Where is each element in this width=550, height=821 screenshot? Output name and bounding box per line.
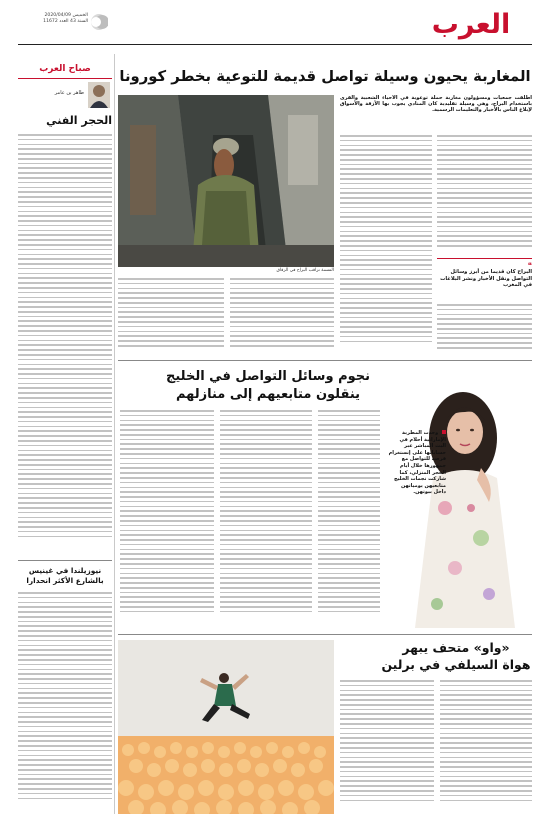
- author-avatar: [88, 82, 110, 108]
- column-section-title: صباح العرب: [39, 64, 91, 74]
- second-headline-line1: نجوم وسائل التواصل في الخليج: [165, 369, 371, 384]
- section-divider-1: [118, 360, 532, 361]
- main-body-col-3: [230, 278, 334, 356]
- second-body-col-1: [318, 410, 380, 624]
- column-title: الحجر الفني: [46, 114, 112, 127]
- brief-body: [18, 592, 112, 812]
- masthead: [0, 0, 550, 48]
- second-body-col-3: [120, 410, 214, 624]
- second-headline-line2: ينقلون متابعيهم إلى منازلهم: [175, 387, 361, 402]
- masthead-rule: [18, 44, 532, 45]
- column-divider: [114, 54, 115, 814]
- main-body-col-1: [437, 135, 532, 255]
- brief-headline-line2: بالشارع الأكثر انحدارا: [26, 576, 104, 585]
- opinion-column: [18, 54, 112, 554]
- third-body-col-2: [340, 680, 434, 814]
- brand-mark-icon: [90, 13, 108, 31]
- brief-headline-line1: نيوزيلندا في غينيس: [28, 566, 102, 575]
- logo-text: العرب: [431, 9, 511, 40]
- third-body-col-1: [440, 680, 532, 814]
- second-body-col-2: [220, 410, 312, 624]
- main-body-col-2: [340, 135, 432, 355]
- brief: [18, 566, 112, 814]
- second-sidebar: [388, 430, 446, 600]
- main-body-col-1b: [437, 304, 532, 356]
- third-photo: [118, 640, 334, 814]
- brief-divider: [18, 560, 112, 561]
- column-rule: [18, 78, 112, 79]
- logo: [428, 10, 514, 40]
- main-photo: [118, 95, 334, 267]
- column-author: طاهر بن عامر: [54, 90, 84, 96]
- quote-mark-icon: ❝: [527, 261, 532, 270]
- main-pullquote: [437, 258, 532, 300]
- main-photo-caption: المسنة تراقب البراح في الزقاق: [276, 268, 334, 273]
- second-sidebar-text: وجدت المطربة الإماراتية أحلام في البث المباشر عبر حساباتها على إنستغرام فرصة للتواصل مع جمهورها خلال أيام الحجر المنزلي، كما شاركت نجمات الخليج متابعيهن يومياتهن داخل بيوتهن.: [388, 430, 446, 496]
- third-headline-line1: «واو» متحف يبهر: [402, 640, 510, 655]
- third-headline-line2: هواة السيلفي في برلين: [381, 657, 531, 672]
- main-body-col-4: [118, 278, 224, 356]
- main-lead: أطلقت جمعيات ومسؤولون مغاربة حملة توعوية في الأحياء الشعبية والقرى باستخدام البراح، وهي وسيلة تقليدية كان المنادي يجوب بها الأزقة والأسواق لإبلاغ الناس بالأخبار والتعليمات الرسمية.: [340, 95, 532, 113]
- issue-date: الخميس 2020/04/09 السنة 43 العدد 11672: [43, 13, 88, 24]
- red-marker-icon: [442, 430, 446, 434]
- pullquote-text: البراح كان قديما من أبرز وسائل التواصل ونقل الأخبار ونشر البلاغات في المغرب: [440, 269, 532, 289]
- main-headline: المغاربة يحيون وسيلة تواصل قديمة للتوعية بخطر كورونا: [119, 68, 531, 85]
- column-body: [18, 134, 112, 550]
- section-divider-2: [118, 634, 532, 635]
